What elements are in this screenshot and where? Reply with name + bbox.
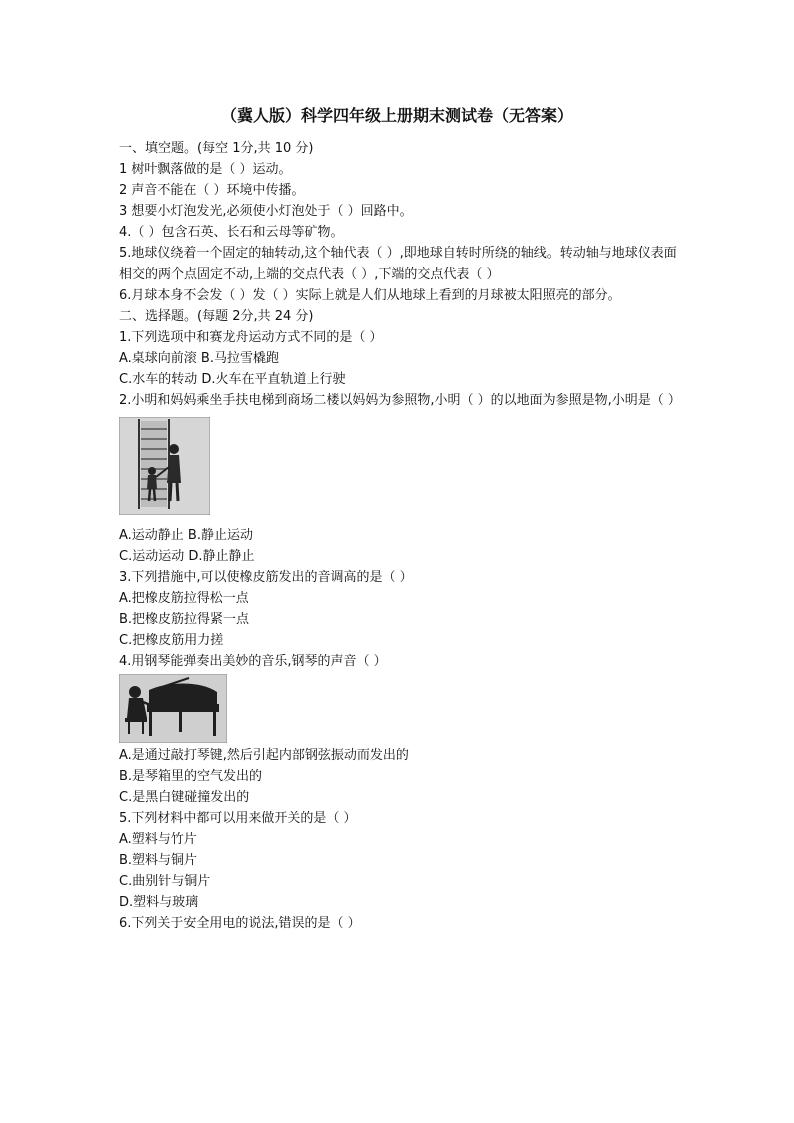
choice-question-3: 3.下列措施中,可以使橡皮筋发出的音调高的是（ ） bbox=[119, 570, 413, 585]
fill-question-1: 1 树叶飘落做的是（ ）运动。 bbox=[119, 162, 292, 177]
choice-option: C.运动运动 D.静止静止 bbox=[119, 549, 255, 564]
choice-option: B.把橡皮筋拉得紧一点 bbox=[119, 612, 250, 627]
choice-question-2: 2.小明和妈妈乘坐手扶电梯到商场二楼以妈妈为参照物,小明（ ）的以地面为参照是物,小明是（ ） bbox=[119, 393, 681, 408]
choice-option: D.塑料与玻璃 bbox=[119, 895, 199, 910]
choice-option: C.曲别针与铜片 bbox=[119, 874, 211, 889]
choice-option: A.是通过敲打琴键,然后引起内部钢弦振动而发出的 bbox=[119, 748, 409, 763]
choice-option: B.塑料与铜片 bbox=[119, 853, 198, 868]
choice-option: A.桌球向前滚 B.马拉雪橇跑 bbox=[119, 351, 279, 366]
choice-question-1: 1.下列选项中和赛龙舟运动方式不同的是（ ） bbox=[119, 330, 383, 345]
fill-question-5: 5.地球仪绕着一个固定的轴转动,这个轴代表（ ）,即地球自转时所绕的轴线。转动轴与地球仪表面相交的两个点固定不动,上端的交点代表（ ）,下端的交点代表（ ） bbox=[119, 246, 677, 282]
exam-title: （冀人版）科学四年级上册期末测试卷（无答案） bbox=[220, 106, 573, 125]
choice-option: A.把橡皮筋拉得松一点 bbox=[119, 591, 249, 606]
choice-option: A.运动静止 B.静止运动 bbox=[119, 528, 253, 543]
choice-option: C.是黑白键碰撞发出的 bbox=[119, 790, 250, 805]
choice-option: C.水车的转动 D.火车在平直轨道上行驶 bbox=[119, 372, 346, 387]
choice-option: B.是琴箱里的空气发出的 bbox=[119, 769, 263, 784]
fill-question-6: 6.月球本身不会发（ ）发（ ）实际上就是人们从地球上看到的月球被太阳照亮的部分。 bbox=[119, 288, 621, 303]
choice-question-5: 5.下列材料中都可以用来做开关的是（ ） bbox=[119, 811, 357, 826]
fill-question-3: 3 想要小灯泡发光,必须使小灯泡处于（ ）回路中。 bbox=[119, 204, 413, 219]
piano-player-illustration bbox=[119, 674, 227, 743]
choice-option: C.把橡皮筋用力搓 bbox=[119, 633, 224, 648]
fill-question-2: 2 声音不能在（ ）环境中传播。 bbox=[119, 183, 305, 198]
choice-question-4: 4.用钢琴能弹奏出美妙的音乐,钢琴的声音（ ） bbox=[119, 654, 387, 669]
exam-content bbox=[119, 138, 679, 934]
choice-option: A.塑料与竹片 bbox=[119, 832, 197, 847]
section1-heading: 一、填空题。(每空 1分,共 10 分) bbox=[119, 141, 314, 156]
fill-question-4: 4.（ ）包含石英、长石和云母等矿物。 bbox=[119, 225, 344, 240]
choice-question-6: 6.下列关于安全用电的说法,错误的是（ ） bbox=[119, 916, 361, 931]
section2-heading: 二、选择题。(每题 2分,共 24 分) bbox=[119, 309, 314, 324]
escalator-illustration bbox=[119, 417, 210, 515]
